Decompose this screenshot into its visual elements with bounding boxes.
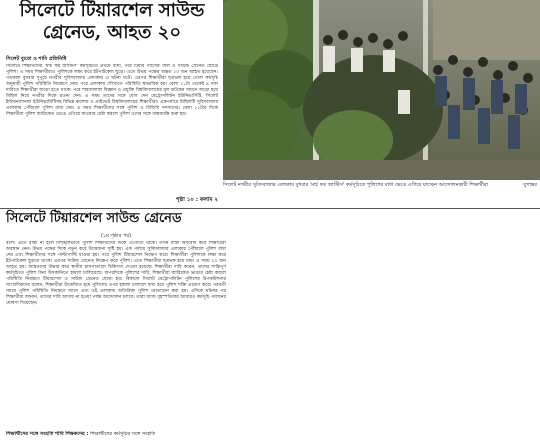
caption-text: সিলেট নগরীর সুবিদবাজার এলাকায় বুধবার 'মার্চ ফর জাস্টিস' কর্মসূচিতে পুলিশের বাধা ভেঙে এগিয়ে যাচ্ছেন আন্দোলনকারী শিক্ষার্থীরা — [223, 182, 489, 188]
byline: সিলেট ব্যুরো ও শাবি প্রতিনিধি — [6, 56, 67, 62]
photo-credit: যুগান্তর — [523, 182, 537, 188]
continuation-headline: সিলেটে টিয়ারশেল সাউন্ড গ্রেনেড — [6, 211, 182, 226]
article-body: সিলেটে শিক্ষার্থীদের 'মার্চ ফর জাস্টিস' কর্মসূচিতে প্রথমে বাধা, পরে টিয়ার গ্যাসের শেল ও সাউন্ড গ্রেনেড ছোড়ে পুলিশ। এ সময় শিক্ষার্থীরাও পুলিশকে লক্ষ্য করে ইটপাটকেল ছুড়ে। এতে উভয় পক্ষের অন্তত ২০ জন আহত হয়েছেন। গতকাল বুধবার দুপুরে নগরীর সুবিদবাজার এলাকায় এ ঘটনা ঘটে। এরপর শিক্ষার্থীরা ছত্রভঙ্গ হয়ে গেলে কর্মসূচি অনুযায়ী পুলিশ পরিস্থিতি নিয়ন্ত্রণে নেয়। পরে এলাকায় শৌখ্যতে পরিস্থিতি স্বাভাবিক হয়। বেলা ১১টা থেকেই ৯ দফা দাবিতে শিক্ষার্থীরা জড়ো হতে থাকে। পরে শাহজালাল বিজ্ঞান ও প্রযুক্তি বিশ্ববিদ্যালয়ের মূল ফটকের সামনে জড়ো হয়ে মিছিল নিয়ে নগরীর দিকে রওনা দেন। এ সময় তাদের সঙ্গে যোগ দেন মেট্রোপলিটন ইউনিভার্সিটি, সিলেট ইন্টারন্যাশনাল ইউনিভার্সিটিসহ বিভিন্ন কলেজ ও প্রাইভেট বিশ্ববিদ্যালয়ের শিক্ষার্থীরা। একপর্যায়ে মিছিলটি সুবিদবাজার এলাকায় পৌঁছালে পুলিশ বাধা দেয়। এ সময় শিক্ষার্থীদের সঙ্গে পুলিশ ও বিজিবি সদস্যদের। বেলা ১২টার দিকে শিক্ষার্থীরা পুলিশ ব্যারিকেড ভেঙে এগিয়ে যাওয়ার চেষ্টা করলে পুলিশ ওদের সঙ্গে ধাক্কাধাক্কি শুরু হয়। — [6, 64, 218, 117]
crowd-police-photo — [223, 0, 540, 180]
subhead-line — [6, 431, 228, 439]
headline: সিলেটে টিয়ারশেল সাউন্ড গ্রেনেড, আহত ২০ — [19, 0, 205, 43]
section-divider — [0, 208, 540, 209]
continued-jump: পৃষ্ঠা ১০ : কলাম ২ — [6, 197, 218, 205]
continuation-body: বলে। এতে রাস্তা না হলে বিশৃঙ্খলভাবে পুলিশ শিক্ষার্থীদের দিকে এগোতে থাকে। তখন রাস্তা অবরোধ করে শিক্ষার্থীরা অবস্থান নেন। উভয় পক্ষের দিকে নতুন করে উত্তেজনা সৃষ্টি হয়। এক পর্যায়ে সুবিদবাজার এলাকায় পৌঁছালে পুলিশ বাধা দেয় এবং শিক্ষার্থীদের সঙ্গে পাল্টাপাল্টি ধাওয়া হয়। পরে পুলিশ টিয়ারশেল নিক্ষেপ করে। শিক্ষার্থীরা পুলিশকে লক্ষ্য করে ইটপাটকেল ছুড়তে থাকে। এরপর সাউন্ড গ্রেনেড নিক্ষেপ করে পুলিশ। এতে শিক্ষার্থীরা ছত্রভঙ্গ হয়ে যায়। এ সময় ২০ জন আহত হয়। আহতদের উদ্ধার করে স্থানীয় হাসপাতালে চিকিৎসা দেওয়া হয়েছে। শিক্ষার্থীরা দাবি করেন, তাদের শান্তিপূর্ণ কর্মসূচিতে পুলিশ বিনা উসকানিতে হামলা চালিয়েছে। অপরদিকে পুলিশের দাবি, শিক্ষার্থীরা ব্যারিকেড ভাঙার চেষ্টা করলে পরিস্থিতি নিয়ন্ত্রণে টিয়ারশেল ও সাউন্ড গ্রেনেড ছোড়া হয়। বিকালে সিলেট মেট্রোপলিটন পুলিশের উপকমিশনার সাংবাদিকদের বলেন, শিক্ষার্থীরা উত্তেজিত হয়ে পুলিশের ওপর হামলা চালালে বাধ্য হয়ে পুলিশ শক্তি প্রয়োগ করে। পরবর্তী সময়ে পুলিশ পরিস্থিতি নিয়ন্ত্রণে আনে এবং ওই এলাকায় অতিরিক্ত পুলিশ মোতায়েন করা হয়। এদিকে ঘটনার পর শিক্ষার্থীরা জানান, তাদের দাবি আদায় না হওয়া পর্যন্ত আন্দোলন চলবে। তারা আজ বৃহস্পতিবার আবারও কর্মসূচি পালনের ঘোষণা দিয়েছেন। — [6, 241, 226, 306]
subhead-bold: শিক্ষার্থীদের সঙ্গে সংহতি শাবি শিক্ষকদের : — [6, 431, 89, 437]
blank-area — [232, 210, 540, 440]
photo-caption — [223, 182, 537, 189]
subhead-text: শিক্ষার্থীদের কর্মসূচির সঙ্গে সংহতি — [90, 431, 156, 437]
from-page-marker: (১ম পৃষ্ঠার পর) — [100, 233, 132, 239]
news-photo — [223, 0, 540, 180]
